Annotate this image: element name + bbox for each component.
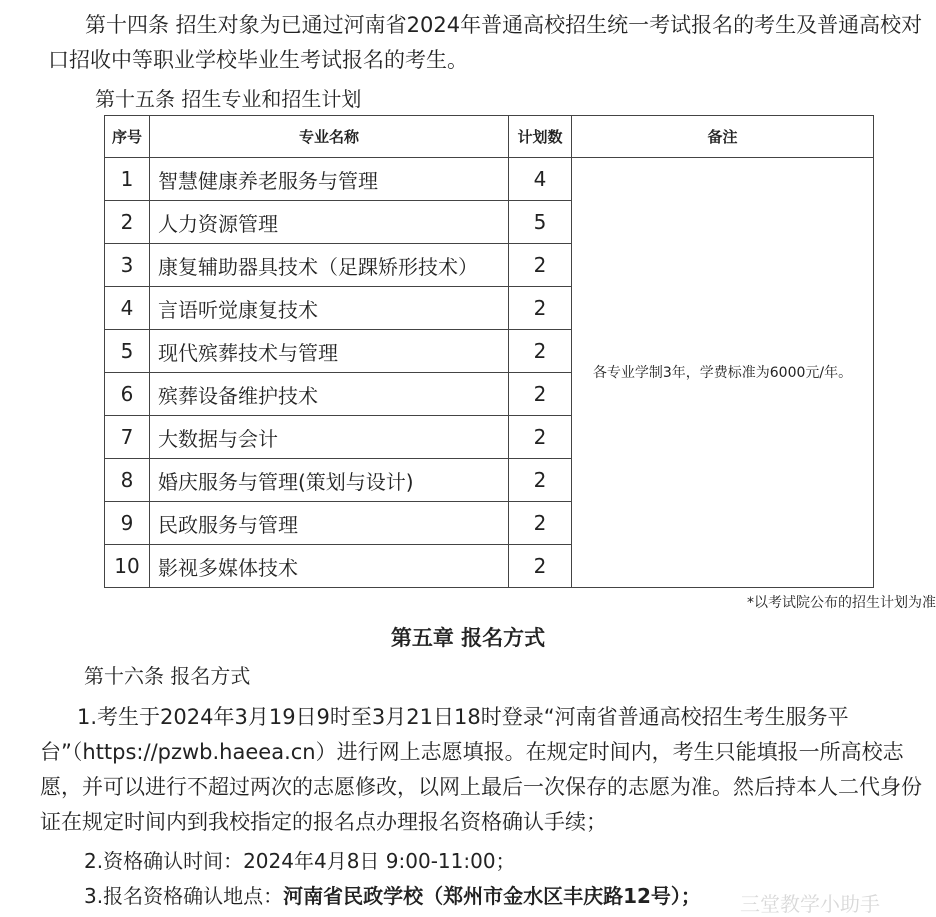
header-remark: 备注 [572,116,874,158]
enrollment-plan-table [104,115,874,588]
row-plan-count: 2 [509,373,572,416]
article-16-item-1: 1.考生于2024年3月19日9时至3月21日18时登录“河南省普通高校招生考生服务平台”（https://pzwb.haeea.cn）进行网上志愿填报。在规定时间内，考生只能填报一所高校志愿，并可以进行不超过两次的志愿修改，以网上最后一次保存的志愿为准。然后持本人二代身份证在规定时间内到我校指定的报名点办理报名资格确认手续； [40,705,922,834]
row-no: 5 [105,330,150,373]
table-header-row [105,116,874,158]
header-plan-count: 计划数 [509,116,572,158]
item-3-location: 河南省民政学校（郑州市金水区丰庆路12号）； [283,884,701,908]
row-major-name: 婚庆服务与管理(策划与设计) [150,459,509,502]
row-plan-count: 2 [509,287,572,330]
row-no: 8 [105,459,150,502]
row-major-name: 智慧健康养老服务与管理 [150,158,509,201]
article-16-title: 第十六条 报名方式 [84,664,251,688]
item-3-label: 3.报名资格确认地点： [84,884,284,908]
row-plan-count: 4 [509,158,572,201]
row-no: 4 [105,287,150,330]
row-major-name: 影视多媒体技术 [150,545,509,588]
row-no: 6 [105,373,150,416]
row-major-name: 民政服务与管理 [150,502,509,545]
row-plan-count: 2 [509,330,572,373]
row-major-name: 殡葬设备维护技术 [150,373,509,416]
watermark-text: 三堂教学小助手 [740,892,880,916]
article-16-item-3 [84,880,701,912]
row-no: 7 [105,416,150,459]
row-plan-count: 5 [509,201,572,244]
row-plan-count: 2 [509,244,572,287]
header-no: 序号 [105,116,150,158]
row-major-name: 人力资源管理 [150,201,509,244]
row-plan-count: 2 [509,545,572,588]
row-major-name: 现代殡葬技术与管理 [150,330,509,373]
chapter-title: 第五章 报名方式 [390,626,546,650]
row-no: 1 [105,158,150,201]
row-no: 3 [105,244,150,287]
row-no: 9 [105,502,150,545]
remark-cell: 各专业学制3年，学费标准为6000元/年。 [572,158,874,588]
row-no: 10 [105,545,150,588]
row-major-name: 言语听觉康复技术 [150,287,509,330]
row-no: 2 [105,201,150,244]
article-16-item-2: 2.资格确认时间：2024年4月8日 9:00-11:00； [84,849,516,873]
row-plan-count: 2 [509,502,572,545]
header-major-name: 专业名称 [150,116,509,158]
row-plan-count: 2 [509,459,572,502]
article-15-title: 第十五条 招生专业和招生计划 [95,87,362,111]
row-plan-count: 2 [509,416,572,459]
plan-footnote: *以考试院公布的招生计划为准 [747,595,936,611]
row-major-name: 康复辅助器具技术（足踝矫形技术） [150,244,509,287]
article-14-paragraph: 第十四条 招生对象为已通过河南省2024年普通高校招生统一考试报名的考生及普通高校对口招收中等职业学校毕业生考试报名的考生。 [48,13,923,72]
table-row [105,158,874,201]
row-major-name: 大数据与会计 [150,416,509,459]
